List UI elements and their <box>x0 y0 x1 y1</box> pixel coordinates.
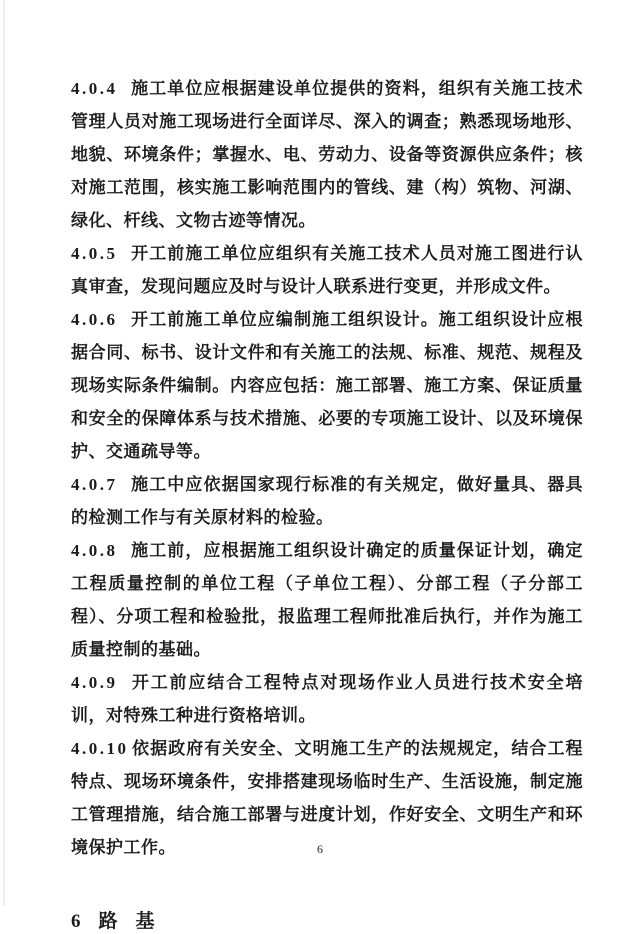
clause-paragraph <box>71 666 583 732</box>
clause-text: 施工前，应根据施工组织设计确定的质量保证计划，确定工程质量控制的单位工程（子单位工程）、分部工程（子分部工程）、分项工程和检验批，报监理工程师批准后执行，并作为施工质量控制的基础。 <box>71 541 583 659</box>
clause-number: 4.0.5 <box>71 244 118 263</box>
clause-number: 4.0.10 <box>71 739 129 758</box>
clause-text: 依据政府有关安全、文明施工生产的法规规定，结合工程特点、现场环境条件，安排搭建现场临时生产、生活设施，制定施工管理措施，结合施工部署与进度计划，作好安全、文明生产和环境保护工作。 <box>71 739 583 857</box>
clause-number: 4.0.9 <box>71 673 118 692</box>
clause-paragraph <box>71 468 583 534</box>
clause-number: 4.0.8 <box>71 541 118 560</box>
page-number: 6 <box>317 842 323 856</box>
clause-number: 4.0.4 <box>71 79 118 98</box>
clause-paragraph <box>71 72 583 237</box>
clause-paragraph <box>71 534 583 666</box>
scan-edge-artifact <box>3 0 5 906</box>
clause-number: 4.0.7 <box>71 475 118 494</box>
clause-text: 开工前应结合工程特点对现场作业人员进行技术安全培训，对特殊工种进行资格培训。 <box>71 673 583 725</box>
document-body <box>71 72 583 934</box>
clause-text: 开工前施工单位应编制施工组织设计。施工组织设计应根据合同、标书、设计文件和有关施工的法规、标准、规范、规程及现场实际条件编制。内容应包括：施工部署、施工方案、保证质量和安全的保障体系与技术措施、必要的专项施工设计、以及环境保护、交通疏导等。 <box>71 310 583 461</box>
chapter-title: 路基 <box>98 911 173 932</box>
clause-text: 施工中应依据国家现行标准的有关规定，做好量具、器具的检测工作与有关原材料的检验。 <box>71 475 583 527</box>
clause-paragraph <box>71 303 583 468</box>
clause-number: 4.0.6 <box>71 310 118 329</box>
clause-text: 开工前施工单位应组织有关施工技术人员对施工图进行认真审查，发现问题应及时与设计人联系进行变更，并形成文件。 <box>71 244 583 296</box>
clause-text: 施工单位应根据建设单位提供的资料，组织有关施工技术管理人员对施工现场进行全面详尽、深入的调查；熟悉现场地形、地貌、环境条件；掌握水、电、劳动力、设备等资源供应条件；核对施工范围，核实施工影响范围内的管线、建（构）筑物、河湖、绿化、杆线、文物古迹等情况。 <box>71 79 583 230</box>
clause-paragraph <box>71 237 583 303</box>
chapter-number: 6 <box>71 911 81 932</box>
chapter-heading <box>71 910 583 934</box>
